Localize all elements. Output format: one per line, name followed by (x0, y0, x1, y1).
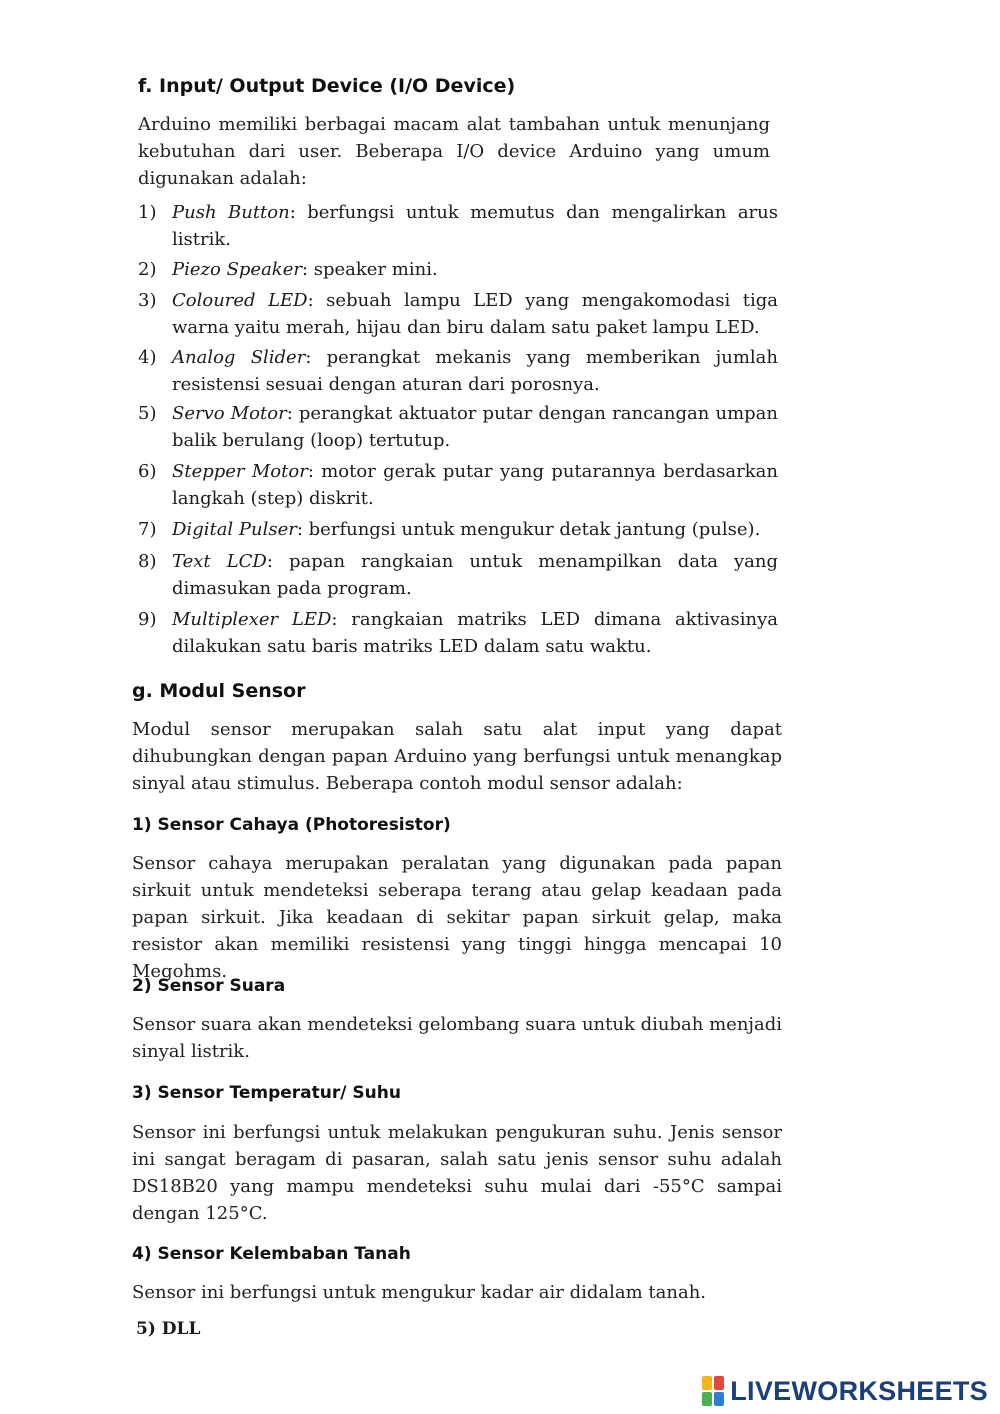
list-item-term: Push Button (172, 202, 290, 223)
list-item-number: 3) (138, 290, 157, 311)
list-item-desc: : perangkat mekanis yang memberikan jumlah resistensi sesuai dengan aturan dari porosnya. (172, 347, 778, 395)
list-item-term: Digital Pulser (172, 519, 297, 540)
list-item-number: 9) (138, 609, 157, 630)
list-item-term: Multiplexer LED (172, 609, 332, 630)
list-item-desc: : berfungsi untuk mengukur detak jantung (pulse). (296, 519, 761, 540)
list-item-number: 8) (138, 551, 157, 572)
sensor-description: Sensor ini berfungsi untuk mengukur kadar air didalam tanah. (132, 1282, 707, 1303)
dll-item: 5) DLL (136, 1319, 201, 1339)
liveworksheets-logo-icon (702, 1376, 724, 1406)
sensor-description: Sensor cahaya merupakan peralatan yang digunakan pada papan sirkuit untuk mendeteksi seberapa terang atau gelap keadaan pada papan sirkuit. Jika keadaan di sekitar papan sirkuit gelap, maka resistor akan memiliki resistensi yang tinggi hingga mencapai 10 Megohms. (132, 853, 782, 982)
list-item-number: 2) (138, 259, 157, 280)
list-item (138, 287, 778, 341)
liveworksheets-brand[interactable] (702, 1374, 988, 1408)
list-item-term: Text LCD (172, 551, 267, 572)
sensor-heading: 4) Sensor Kelembaban Tanah (132, 1244, 411, 1264)
sensor-heading: 3) Sensor Temperatur/ Suhu (132, 1083, 401, 1103)
list-item-term: Analog Slider (172, 347, 306, 368)
list-item-desc: : rangkaian matriks LED dimana aktivasinya dilakukan satu baris matriks LED dalam satu waktu. (172, 609, 779, 657)
list-item-number: 5) (138, 403, 157, 424)
list-item (138, 199, 778, 253)
section-g-intro: Modul sensor merupakan salah satu alat input yang dapat dihubungkan dengan papan Arduino yang berfungsi untuk menangkap sinyal atau stimulus. Beberapa contoh modul sensor adalah: (132, 719, 782, 794)
sensor-heading: 2) Sensor Suara (132, 976, 286, 996)
sensor-description: Sensor ini berfungsi untuk melakukan pengukuran suhu. Jenis sensor ini sangat beragam di pasaran, salah satu jenis sensor suhu adalah DS18B20 yang mampu mendeteksi suhu mulai dari -55°C sampai dengan 125°C. (132, 1122, 782, 1224)
list-item-desc: : sebuah lampu LED yang mengakomodasi tiga warna yaitu merah, hijau dan biru dalam satu paket lampu LED. (172, 290, 778, 338)
list-item-term: Stepper Motor (172, 461, 308, 482)
brand-name: LIVEWORKSHEETS (730, 1375, 988, 1406)
list-item-desc: : papan rangkaian untuk menampilkan data yang dimasukan pada program. (172, 551, 779, 599)
list-item-desc: : speaker mini. (301, 259, 438, 280)
list-item-number: 1) (138, 202, 157, 223)
list-item-term: Piezo Speaker (172, 259, 302, 280)
list-item (138, 400, 778, 454)
list-item-number: 6) (138, 461, 157, 482)
section-f-intro: Arduino memiliki berbagai macam alat tambahan untuk menunjang kebutuhan dari user. Beberapa I/O device Arduino yang umum digunakan adalah: (138, 114, 770, 189)
list-item-desc: : motor gerak putar yang putarannya berdasarkan langkah (step) diskrit. (172, 461, 778, 509)
list-item-term: Servo Motor (172, 403, 287, 424)
list-item (138, 344, 778, 398)
list-item (138, 548, 778, 602)
list-item-number: 7) (138, 519, 157, 540)
section-g-heading: g. Modul Sensor (132, 680, 306, 702)
list-item-number: 4) (138, 347, 157, 368)
list-item-term: Coloured LED (172, 290, 308, 311)
list-item (138, 516, 778, 543)
list-item (138, 256, 778, 283)
sensor-description: Sensor suara akan mendeteksi gelombang suara untuk diubah menjadi sinyal listrik. (132, 1014, 782, 1062)
sensor-heading: 1) Sensor Cahaya (Photoresistor) (132, 815, 451, 835)
list-item (138, 458, 778, 512)
list-item-desc: : berfungsi untuk memutus dan mengalirkan arus listrik. (172, 202, 778, 250)
list-item-desc: : perangkat aktuator putar dengan rancangan umpan balik berulang (loop) tertutup. (172, 403, 778, 451)
list-item (138, 606, 778, 660)
section-f-heading: f. Input/ Output Device (I/O Device) (138, 75, 516, 97)
